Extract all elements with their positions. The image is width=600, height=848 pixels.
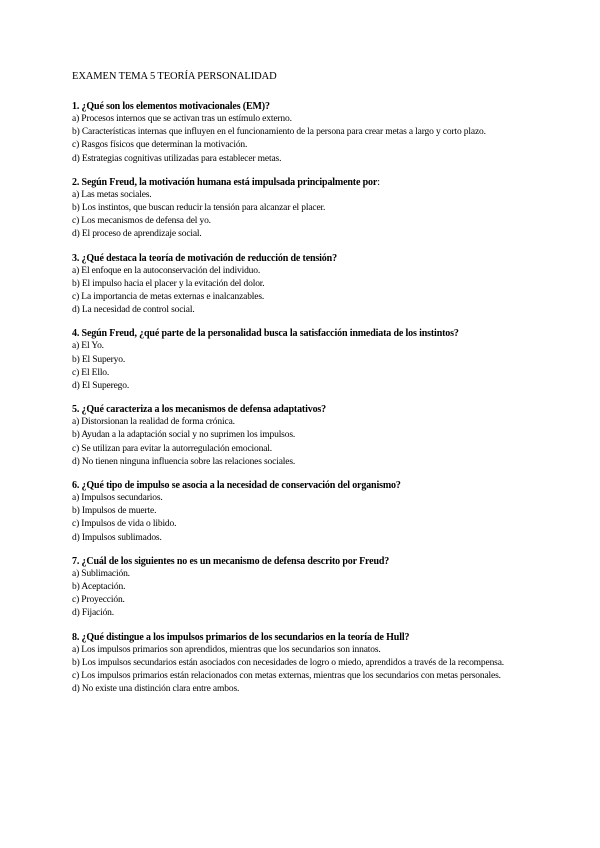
question-prompt-tail: : bbox=[377, 176, 380, 188]
answer-options bbox=[72, 265, 530, 318]
question-text bbox=[72, 631, 530, 644]
question-prompt: 8. ¿Qué distingue a los impulsos primarios de los secundarios en la teoría de Hull? bbox=[72, 631, 410, 643]
question-5 bbox=[72, 403, 530, 469]
answer-options bbox=[72, 113, 530, 166]
answer-options bbox=[72, 568, 530, 621]
question-7 bbox=[72, 555, 530, 621]
question-prompt: 4. Según Freud, ¿qué parte de la personalidad busca la satisfacción inmediata de los instintos? bbox=[72, 328, 459, 340]
question-text bbox=[72, 176, 530, 189]
answer-option-c: c) El Ello. bbox=[72, 367, 110, 378]
question-text bbox=[72, 403, 530, 416]
answer-option-c: c) Se utilizan para evitar la autorregulación emocional. bbox=[72, 443, 272, 454]
answer-option-d: d) El proceso de aprendizaje social. bbox=[72, 229, 202, 240]
answer-option-b: b) Los instintos, que buscan reducir la tensión para alcanzar el placer. bbox=[72, 203, 326, 214]
answer-option-c: c) Proyección. bbox=[72, 595, 125, 606]
question-6 bbox=[72, 479, 530, 545]
answer-option-b: b) Ayudan a la adaptación social y no suprimen los impulsos. bbox=[72, 430, 296, 441]
question-list bbox=[72, 100, 530, 697]
answer-option-b: b) Aceptación. bbox=[72, 582, 126, 593]
answer-option-a: a) Distorsionan la realidad de forma crónica. bbox=[72, 417, 235, 428]
question-8 bbox=[72, 631, 530, 697]
answer-option-d: d) Impulsos sublimados. bbox=[72, 532, 162, 543]
answer-option-d: d) No tienen ninguna influencia sobre las relaciones sociales. bbox=[72, 456, 296, 467]
answer-option-d: d) Fijación. bbox=[72, 608, 114, 619]
question-prompt: 7. ¿Cuál de los siguientes no es un mecanismo de defensa descrito por Freud? bbox=[72, 555, 390, 567]
answer-option-c: c) La importancia de metas externas e inalcanzables. bbox=[72, 292, 265, 303]
answer-option-b: b) Los impulsos secundarios están asociados con necesidades de logro o miedo, aprendidos a través de la recompensa. bbox=[72, 657, 505, 668]
answer-option-c: c) Los impulsos primarios están relacionados con metas externas, mientras que los secundarios con metas personales. bbox=[72, 671, 501, 682]
answer-options bbox=[72, 189, 530, 242]
answer-option-a: a) El enfoque en la autoconservación del individuo. bbox=[72, 265, 261, 276]
answer-option-b: b) Características internas que influyen en el funcionamiento de la persona para crear metas a largo y corto plazo. bbox=[72, 127, 486, 138]
answer-options bbox=[72, 416, 530, 469]
question-text bbox=[72, 479, 530, 492]
answer-option-a: a) Las metas sociales. bbox=[72, 189, 152, 200]
answer-options bbox=[72, 492, 530, 545]
question-2 bbox=[72, 176, 530, 242]
question-1 bbox=[72, 100, 530, 166]
answer-option-d: d) Estrategias cognitivas utilizadas para establecer metas. bbox=[72, 153, 282, 164]
question-3 bbox=[72, 252, 530, 318]
answer-option-a: a) Sublimación. bbox=[72, 568, 130, 579]
question-text bbox=[72, 555, 530, 568]
answer-option-d: d) No existe una distinción clara entre ambos. bbox=[72, 684, 240, 695]
question-prompt: 2. Según Freud, la motivación humana está impulsada principalmente por bbox=[72, 176, 378, 188]
answer-option-a: a) Procesos internos que se activan tras un estímulo externo. bbox=[72, 114, 292, 124]
answer-option-b: b) Impulsos de muerte. bbox=[72, 506, 157, 517]
question-prompt: 3. ¿Qué destaca la teoría de motivación de reducción de tensión? bbox=[72, 252, 337, 264]
answer-option-a: a) El Yo. bbox=[72, 341, 104, 352]
answer-options bbox=[72, 644, 530, 697]
answer-option-d: d) La necesidad de control social. bbox=[72, 305, 195, 316]
answer-option-b: b) El impulso hacia el placer y la evitación del dolor. bbox=[72, 278, 265, 289]
answer-option-c: c) Rasgos físicos que determinan la motivación. bbox=[72, 140, 248, 151]
question-prompt: 6. ¿Qué tipo de impulso se asocia a la necesidad de conservación del organismo? bbox=[72, 480, 401, 492]
document-title: EXAMEN TEMA 5 TEORÍA PERSONALIDAD bbox=[72, 71, 277, 82]
question-text bbox=[72, 100, 530, 113]
answer-option-a: a) Los impulsos primarios son aprendidos, mientras que los secundarios son innatos. bbox=[72, 644, 381, 655]
answer-option-b: b) El Superyo. bbox=[72, 354, 126, 365]
answer-option-c: c) Los mecanismos de defensa del yo. bbox=[72, 216, 211, 227]
answer-option-c: c) Impulsos de vida o libido. bbox=[72, 519, 177, 530]
question-text bbox=[72, 252, 530, 265]
question-text bbox=[72, 327, 530, 340]
question-prompt: 5. ¿Qué caracteriza a los mecanismos de defensa adaptativos? bbox=[72, 404, 327, 416]
question-4 bbox=[72, 327, 530, 393]
question-prompt: 1. ¿Qué son los elementos motivacionales (EM)? bbox=[72, 101, 270, 112]
answer-options bbox=[72, 340, 530, 393]
answer-option-d: d) El Superego. bbox=[72, 381, 130, 392]
answer-option-a: a) Impulsos secundarios. bbox=[72, 493, 163, 504]
